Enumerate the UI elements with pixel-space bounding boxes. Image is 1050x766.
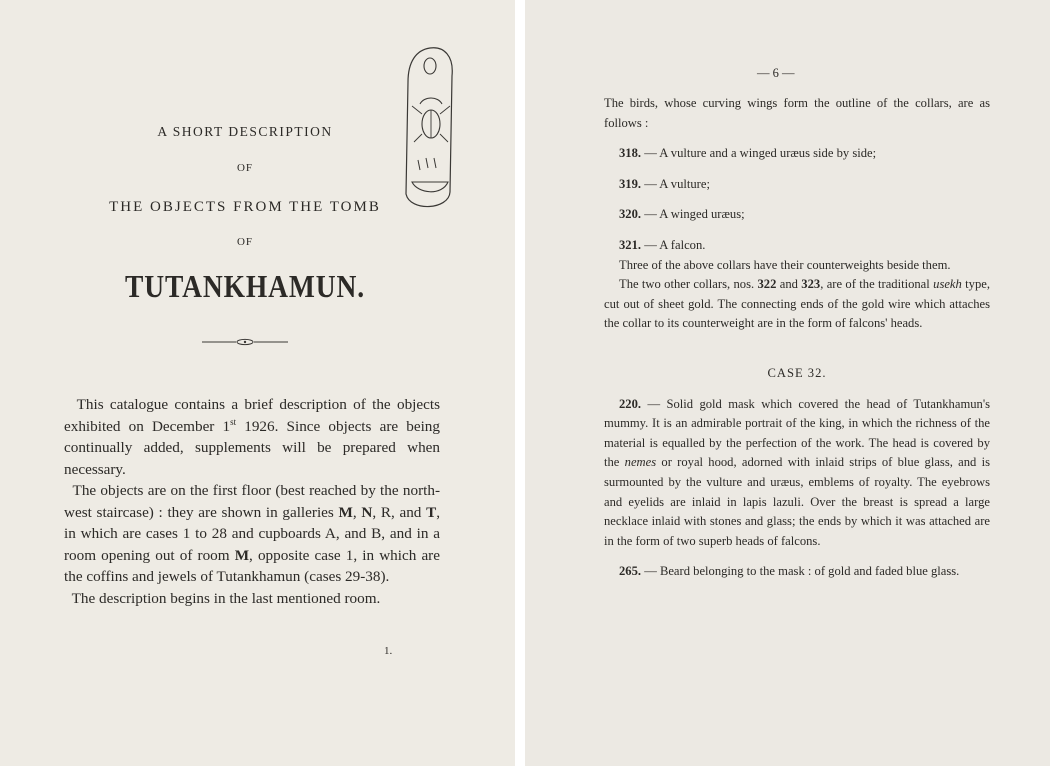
gallery-n: N <box>361 503 373 521</box>
item-text: — A falcon. <box>641 237 706 252</box>
sep-2: , <box>372 503 381 521</box>
item-319 <box>619 175 990 195</box>
collars-part-b: and <box>776 277 802 292</box>
page-number-left: 1. <box>384 645 393 657</box>
paragraph-2-part-c: , opposite case 1, in which are the coffins and jewels of Tutankhamun (cases 29-38). <box>64 546 440 585</box>
intro-birds: The birds, whose curving wings form the outline of the collars, are as follows : <box>604 96 990 130</box>
paragraph-location <box>64 480 440 588</box>
paragraph-1-part-b: 1926. Since objects are being continually added, supplements will be prepared when necessary. <box>64 417 440 478</box>
spacer <box>604 164 990 175</box>
item-number: 319. <box>619 176 642 191</box>
room-m: M <box>234 546 250 564</box>
paragraph-begins <box>64 588 440 610</box>
nemes-term: nemes <box>624 455 657 470</box>
paragraph-1-sup: st <box>230 416 237 427</box>
mask-part-b: or royal hood, adorned with inlaid strips of blue glass, and is surmounted by the vulture and uræus, emblems of royalty. The eyebrows and eyelids are inlaid in lapis lazuli. Over the breast is spread a large necklace inlaid with stones and glass; the ends by which it was attached are in the form of two superb heads of falcons. <box>604 455 990 548</box>
item-318 <box>619 144 990 164</box>
spacer <box>604 349 990 364</box>
title-line-3: THE OBJECTS FROM THE TOMB <box>109 199 381 215</box>
paragraph-catalogue <box>64 394 440 480</box>
item-number: 318. <box>619 146 642 161</box>
counterweights-text: Three of the above collars have their counterweights beside them. <box>619 257 951 272</box>
title-line-1: A SHORT DESCRIPTION <box>157 124 333 139</box>
spacer <box>604 194 990 205</box>
beard-number: 265. <box>619 564 642 579</box>
gutter <box>515 0 525 766</box>
paragraph-2-part-a: The objects are on the first floor (best reached by the north-west staircase) : they are shown in galleries <box>64 482 440 521</box>
mask-number: 220. <box>619 396 642 411</box>
item-number: 321. <box>619 237 642 252</box>
title-line-4: OF <box>236 236 254 248</box>
title-line-2: OF <box>236 162 254 174</box>
item-text: — A winged uræus; <box>641 207 745 222</box>
beard-text: — Beard belonging to the mask : of gold and faded blue glass. <box>641 564 960 579</box>
item-text: — A vulture; <box>641 176 710 191</box>
collars-part-a: The two other collars, nos. <box>619 277 758 292</box>
item-number: 320. <box>619 207 642 222</box>
item-text: — A vulture and a winged uræus side by side; <box>641 146 877 161</box>
item-320 <box>619 205 990 225</box>
gallery-m: M <box>338 503 353 521</box>
usekh-term: usekh <box>933 277 962 292</box>
spacer <box>604 384 990 395</box>
spacer <box>604 225 990 236</box>
paragraph-1-part-a: This catalogue contains a brief description of the objects exhibited on December 1 <box>64 396 441 435</box>
beard-entry <box>604 562 990 582</box>
collar-number-322: 322 <box>757 277 777 292</box>
spacer <box>604 551 990 562</box>
mask-entry <box>604 395 990 552</box>
mask-part-a: — Solid gold mask which covered the head of Tutankhamun's mummy. It is an admirable portrait of the king, in which the richness of the material is equalled by the perfection of the work. The head is covered by the <box>604 396 990 470</box>
spacer <box>604 133 990 144</box>
left-page <box>0 0 515 766</box>
paragraph-2-part-b: , in which are cases 1 to 28 and cupboards A, and B, and in a room opening out of room <box>64 503 441 564</box>
sep-1: , <box>352 503 362 521</box>
intro-text <box>64 394 440 609</box>
item-321 <box>619 236 990 256</box>
sep-3: , and <box>390 503 427 521</box>
collars-text <box>604 275 990 334</box>
gallery-t: T <box>426 503 437 521</box>
gallery-r: R <box>380 503 391 521</box>
case-heading: CASE 32. <box>767 365 827 380</box>
ornament-divider-icon <box>200 336 290 348</box>
main-title: TUTANKHAMUN. <box>125 268 365 304</box>
right-text <box>604 94 990 582</box>
page-number-right: — 6 — <box>757 66 795 80</box>
collars-part-c: , are of the traditional <box>820 277 934 292</box>
collar-number-323: 323 <box>801 277 821 292</box>
spacer <box>604 334 990 349</box>
right-page <box>525 0 1050 766</box>
collars-part-d: type, cut out of sheet gold. The connecting ends of the gold wire which attaches the collar to its counterweight are in the form of falcons' heads. <box>604 277 991 331</box>
paragraph-3-text: The description begins in the last mentioned room. <box>71 589 381 607</box>
